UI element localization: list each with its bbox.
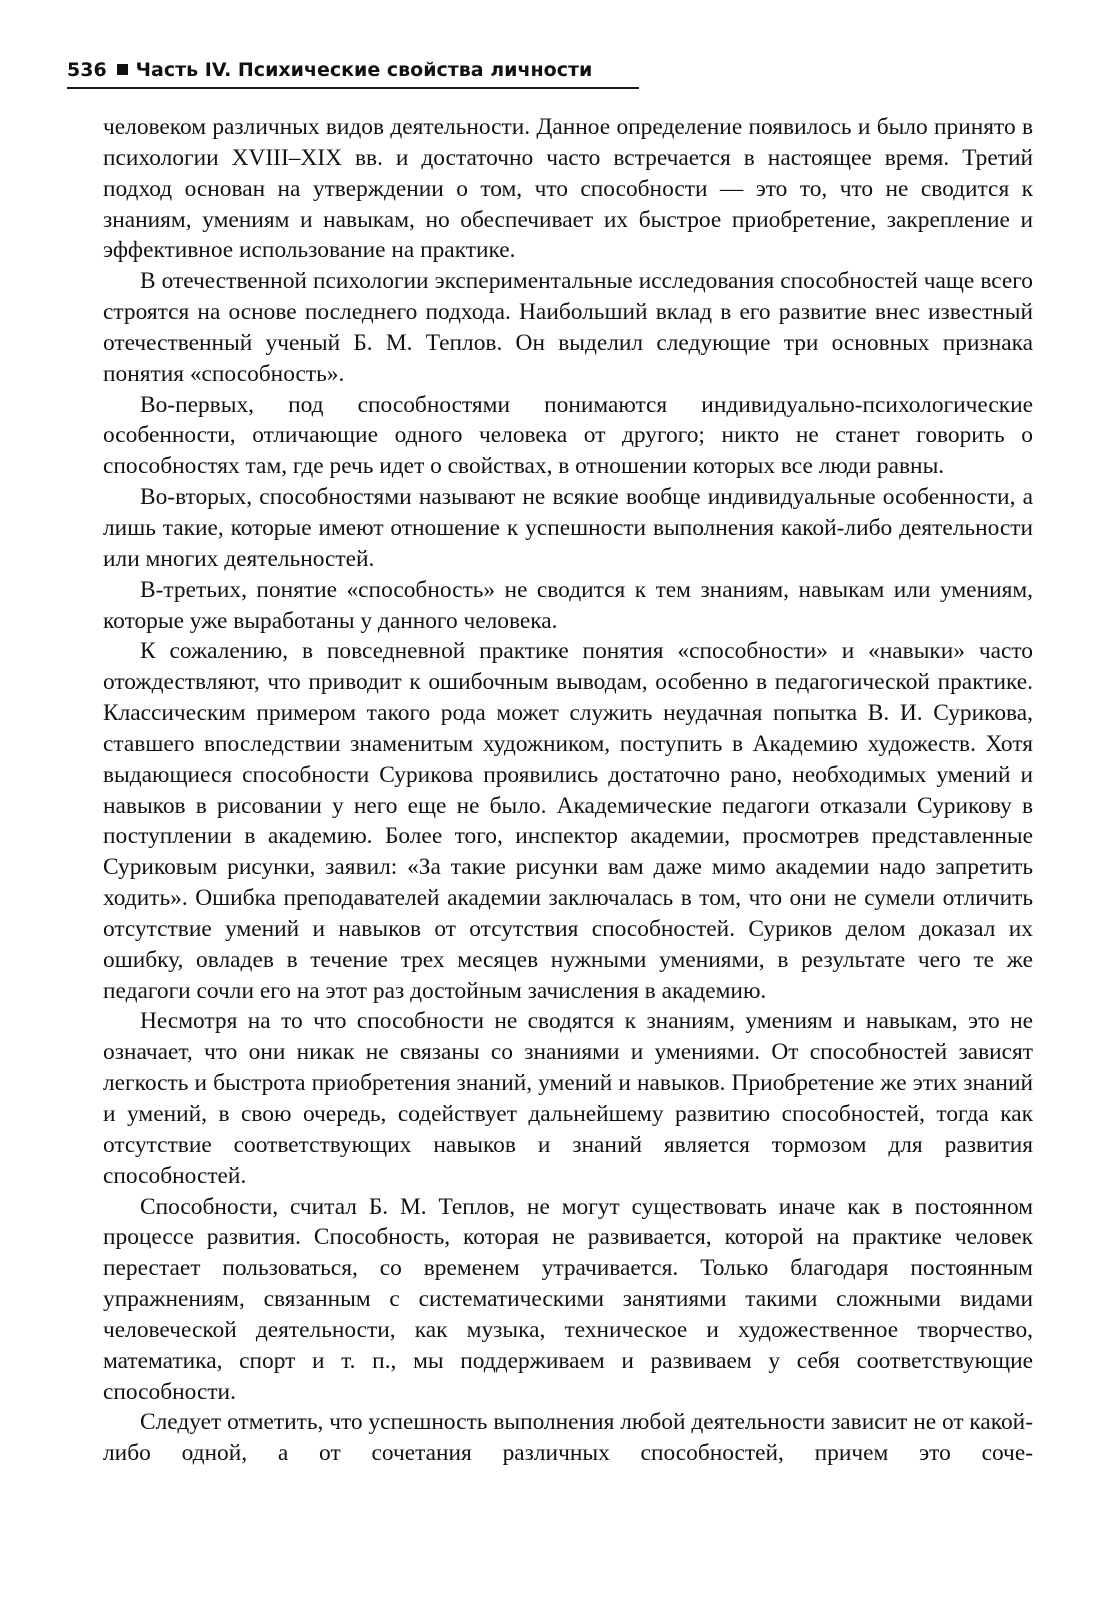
paragraph: Способности, считал Б. М. Теплов, не могут существовать иначе как в постоянном процессе развития. Способность, которая не развивается, которой на практике человек перестает пользоваться, со временем утрачивается. Только благодаря постоянным упражнениям, связанным с систематическими занятиями такими сложными видами человеческой деятельности, как музыка, техническое и художественное творчество, математика, спорт и т. п., мы поддерживаем и развиваем у себя соответствующие способности. (103, 1193, 1033, 1405)
paragraph: К сожалению, в повседневной практике понятия «способности» и «навыки» часто отождествляют, что приводит к ошибочным выводам, особенно в педагогической практике. Классическим примером такого рода может служить неудачная попытка В. И. Сурикова, ставшего впоследствии знаменитым художником, поступить в Академию художеств. Хотя выдающиеся способности Сурикова проявились достаточно рано, необходимых умений и навыков в рисовании у него еще не было. Академические педагоги отказали Сурикову в поступлении в академию. Более того, инспектор академии, просмотрев представленные Суриковым рисунки, заявил: «За такие рисунки вам даже мимо академии надо запретить ходить». Ошибка преподавателей академии заключалась в том, что они не сумели отличить отсутствие умений и навыков от отсутствия способностей. Суриков делом доказал их ошибку, овладев в течение трех месяцев нужными умениями, в результате чего те же педагоги сочли его на этот раз достойным зачисления в академию. (103, 638, 1033, 1004)
running-head (67, 55, 639, 89)
paragraph: Во-вторых, способностями называют не всякие вообще индивидуальные особенности, а лишь такие, которые имеют отношение к успешности выполнения какой-либо деятельности или многих деятельностей. (103, 484, 1033, 572)
page-number: 536 (67, 59, 107, 81)
paragraph: человеком различных видов деятельности. Данное определение появилось и было принято в психологии XVIII–XIX вв. и достаточно часто встречается в настоящее время. Третий подход основан на утверждении о том, что способности — это то, что не сводится к знаниям, умениям и навыкам, но обеспечивает их быстрое приобретение, закрепление и эффективное использование на практике. (103, 114, 1033, 264)
paragraph: Несмотря на то что способности не сводятся к знаниям, умениям и навыкам, это не означает, что они никак не связаны со знаниями и умениями. От способностей зависят легкость и быстрота приобретения знаний, умений и навыков. Приобретение же этих знаний и умений, в свою очередь, содействует дальнейшему развитию способностей, тогда как отсутствие соответствующих навыков и знаний является тормозом для развития способностей. (103, 1008, 1033, 1189)
paragraph: В отечественной психологии экспериментальные исследования способностей чаще всего строятся на основе последнего подхода. Наибольший вклад в его развитие внес известный отечественный ученый Б. М. Теплов. Он выделил следующие три основных признака понятия «способность». (103, 268, 1033, 387)
paragraph: В-третьих, понятие «способность» не сводится к тем знаниям, навыкам или умениям, которые уже выработаны у данного человека. (103, 576, 1033, 634)
paragraph: Во-первых, под способностями понимаются индивидуально-психологические особенности, отличающие одного человека от другого; никто не станет говорить о способностях там, где речь идет о свойствах, в отношении которых все люди равны. (103, 391, 1033, 480)
square-bullet-icon (117, 64, 128, 75)
body-text (103, 112, 1033, 1469)
paragraph: Следует отметить, что успешность выполнения любой деятельности зависит не от какой-либо одной, а от сочетания различных способностей, причем это соче- (103, 1409, 1033, 1467)
chapter-title: Часть IV. Психические свойства личности (135, 59, 593, 81)
